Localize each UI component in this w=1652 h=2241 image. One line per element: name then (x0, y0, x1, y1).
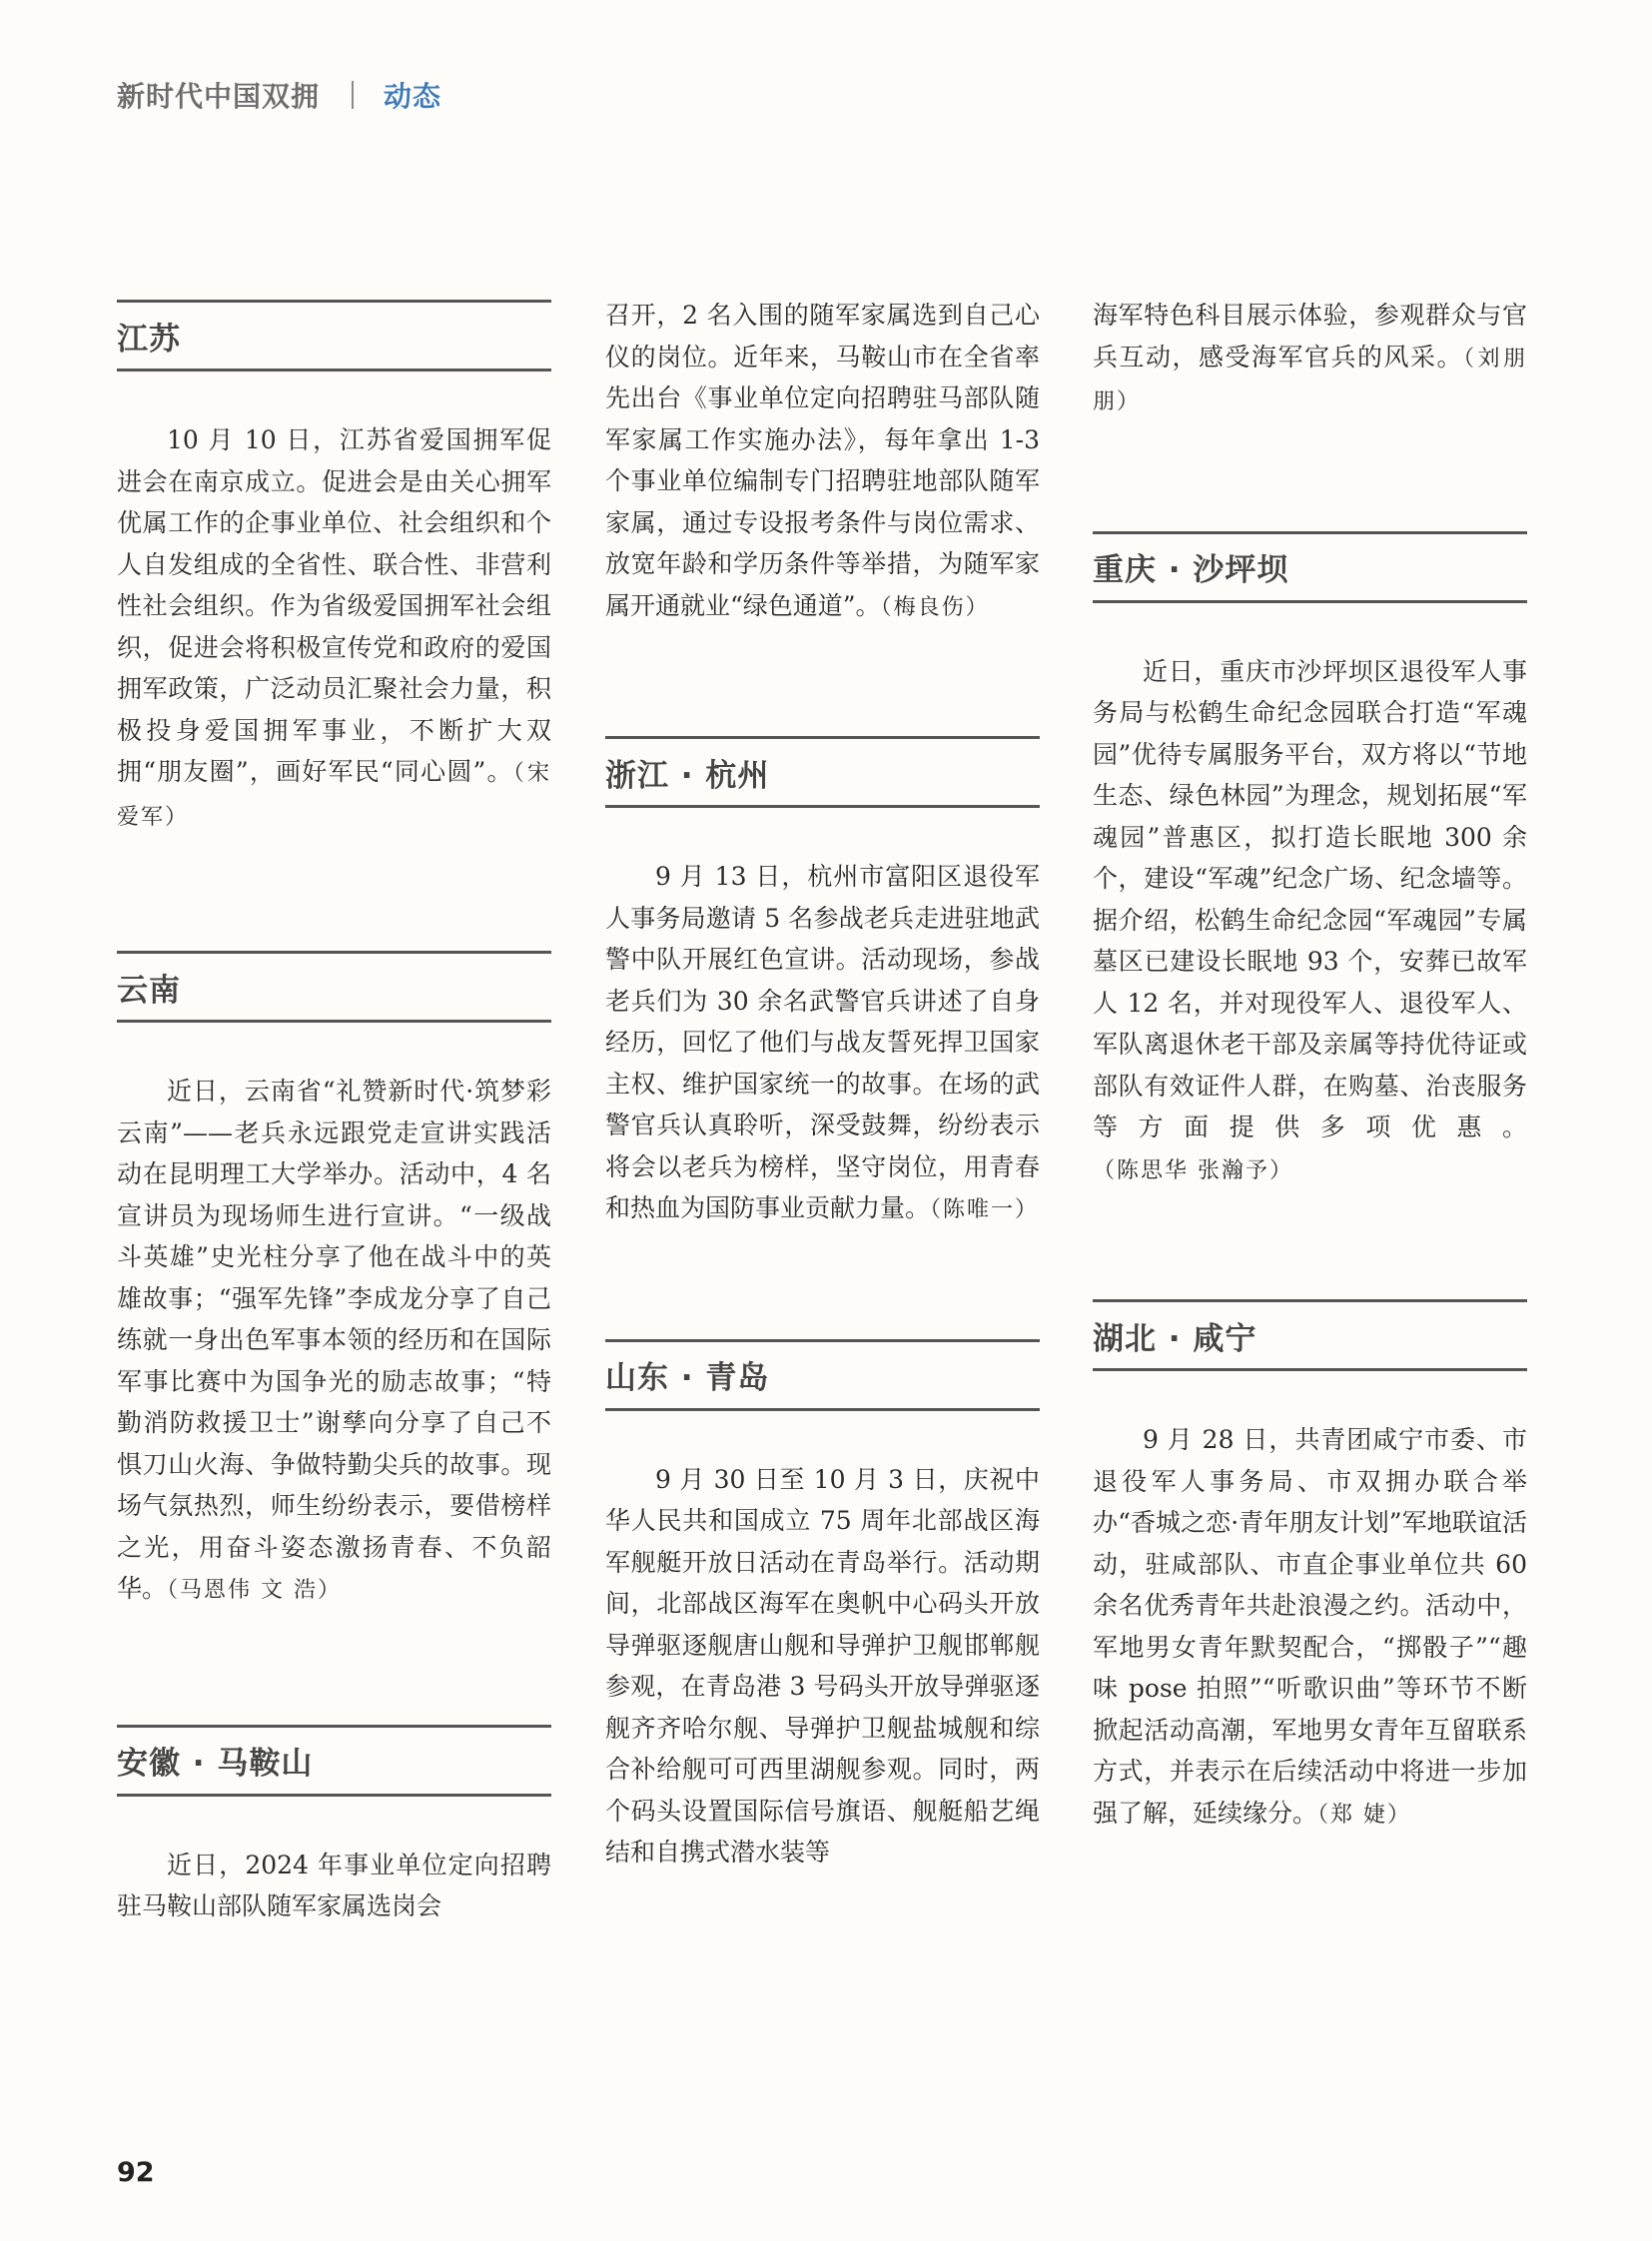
article-author: （陈唯一） (930, 1197, 1040, 1222)
column-1 (117, 300, 551, 2035)
article-author: （宋爱军） (117, 761, 551, 830)
article-body: 召开，2 名入围的随军家属选到自己心仪的岗位。近年来，马鞍山市在全省率先出台《事业单位定向招聘驻马部队随军家属工作实施办法》，每年拿出 1-3 个事业单位编制专门招聘驻地部队随军家属，通过专设报考条件与岗位需求、放宽年龄和学历条件等举措，为随军家属开通就业“绿色通道”。（梅良伤） (605, 301, 1040, 620)
article-title: 云南 (117, 951, 551, 1023)
page-header (117, 70, 441, 120)
article-body: 9 月 13 日，杭州市富阳区退役军人事务局邀请 5 名参战老兵走进驻地武警中队开展红色宣讲。活动现场，参战老兵们为 30 余名武警官兵讲述了自身经历，回忆了他们与战友誓死捍卫国家主权、维护国家统一的故事。在场的武警官兵认真聆听，深受鼓舞，纷纷表示将会以老兵为榜样，坚守岗位，用青春和热血为国防事业贡献力量。（陈唯一） (605, 862, 1040, 1222)
article-body: 近日，重庆市沙坪坝区退役军人事务局与松鹤生命纪念园联合打造“军魂园”优待专属服务平台，双方将以“节地生态、绿色林园”为理念，规划拓展“军魂园”普惠区，拟打造长眠地 300 余个，建设“军魂”纪念广场、纪念墙等。据介绍，松鹤生命纪念园“军魂园”专属墓区已建设长眠地 93 个，安葬已故军人 12 名，并对现役军人、退役军人、军队离退休老干部及亲属等持优待证或部队有效证件人群，在购墓、治丧服务等方面提供多项优惠。（陈思华 张瀚予） (1093, 656, 1527, 1183)
header-divider (352, 81, 354, 109)
article-shandong (605, 1339, 1040, 1873)
article-anhui-continued (605, 295, 1040, 628)
article-body: 9 月 28 日，共青团咸宁市委、市退役军人事务局、市双拥办联合举办“香城之恋·青年朋友计划”军地联谊活动，驻咸部队、市直企事业单位共 60 余名优秀青年共赴浪漫之约。活动中，军地男女青年默契配合，“掷骰子”“趣味 pose 拍照”“听歌识曲”等环节不断掀起活动高潮，军地男女青年互留联系方式，并表示在后续活动中将进一步加强了解，延续缘分。（郑 婕） (1093, 1425, 1527, 1828)
section-name: 动态 (384, 80, 442, 113)
article-title: 重庆 · 沙坪坝 (1093, 531, 1527, 603)
article-body: 近日，云南省“礼赞新时代·筑梦彩云南”——老兵永远跟党走宣讲实践活动在昆明理工大学举办。活动中，4 名宣讲员为现场师生进行宣讲。“一级战斗英雄”史光柱分享了他在战斗中的英雄故事；“强军先锋”李成龙分享了自己练就一身出色军事本领的经历和在国际军事比赛中为国争光的励志故事；“特勤消防救援卫士”谢孳向分享了自己不惧刀山火海、争做特勤尖兵的故事。现场气氛热烈，师生纷纷表示，要借榜样之光，用奋斗姿态激扬青春、不负韶华。（马恩伟 文 浩） (117, 1077, 551, 1603)
page-number: 92 (117, 2157, 155, 2188)
article-title: 浙江 · 杭州 (605, 736, 1040, 808)
article-title: 安徽 · 马鞍山 (117, 1725, 551, 1797)
article-yunnan (117, 951, 551, 1612)
publication-name: 新时代中国双拥 (117, 80, 321, 113)
article-hubei (1093, 1299, 1527, 1836)
article-author: （马恩伟 文 浩） (167, 1578, 343, 1603)
article-jiangsu (117, 300, 551, 838)
article-title: 江苏 (117, 300, 551, 372)
article-author: （陈思华 张瀚予） (1093, 1157, 1293, 1183)
article-chongqing (1093, 531, 1527, 1192)
article-title: 湖北 · 咸宁 (1093, 1299, 1527, 1371)
article-body: 近日，2024 年事业单位定向招聘驻马鞍山部队随军家属选岗会 (117, 1850, 551, 1920)
article-author: （郑 婕） (1317, 1802, 1412, 1828)
article-title: 山东 · 青岛 (605, 1339, 1040, 1411)
article-body: 10 月 10 日，江苏省爱国拥军促进会在南京成立。促进会是由关心拥军优属工作的企事业单位、社会组织和个人自发组成的全省性、联合性、非营利性社会组织。作为省级爱国拥军社会组织，促进会将积极宣传党和政府的爱国拥军政策，广泛动员汇聚社会力量，积极投身爱国拥军事业，不断扩大双拥“朋友圈”，画好军民“同心圆”。（宋爱军） (117, 425, 551, 830)
column-2 (605, 300, 1040, 1981)
article-author: （刘朋朋） (1093, 346, 1527, 414)
article-body: 9 月 30 日至 10 月 3 日，庆祝中华人民共和国成立 75 周年北部战区海军舰艇开放日活动在青岛举行。活动期间，北部战区海军在奥帆中心码头开放导弹驱逐舰唐山舰和导弹护卫舰邯郸舰参观，在青岛港 3 号码头开放导弹驱逐舰齐齐哈尔舰、导弹护卫舰盐城舰和综合补给舰可可西里湖舰参观。同时，两个码头设置国际信号旗语、舰艇船艺绳结和自携式潜水装等 (605, 1464, 1040, 1867)
article-zhejiang (605, 736, 1040, 1231)
article-body: 海军特色科目展示体验，参观群众与官兵互动，感受海军官兵的风采。（刘朋朋） (1093, 301, 1527, 414)
article-anhui (117, 1725, 551, 1927)
column-3 (1093, 300, 1527, 1943)
article-shandong-continued (1093, 295, 1527, 423)
article-author: （梅良伤） (880, 594, 990, 620)
